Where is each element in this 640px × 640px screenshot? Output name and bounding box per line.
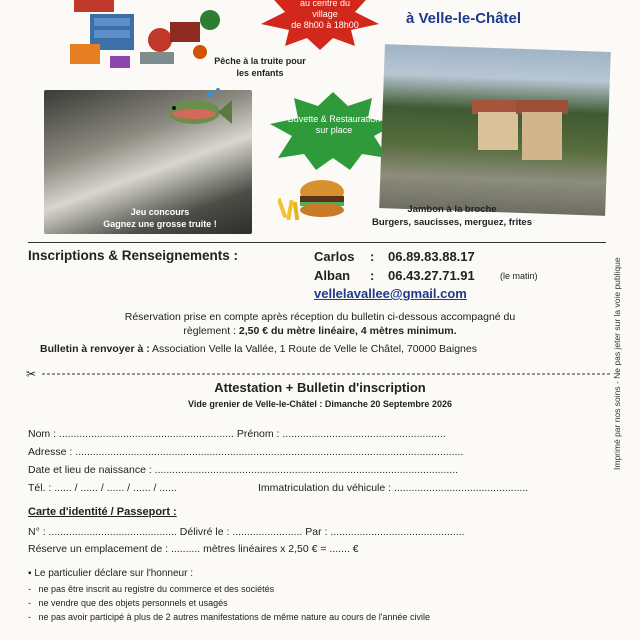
scissors-icon	[26, 368, 610, 380]
concours-caption: Jeu concours Gagnez une grosse truite !	[103, 207, 217, 229]
numero-field[interactable]: N° : ............................................ Délivré le : ........................ Par : ..............................................	[28, 526, 465, 538]
divider	[28, 242, 606, 243]
email-link[interactable]: vellelavallee@gmail.com	[314, 286, 467, 301]
vertical-note: Imprimé par nos soins - Ne pas jeter sur la voie publique	[612, 257, 622, 470]
contact-row	[314, 249, 354, 264]
red-star-text: au centre du village de 8h00 à 18h00	[291, 0, 359, 30]
declaration-heading: ▪ Le particulier déclare sur l'honneur :	[28, 568, 193, 579]
contact-phone[interactable]: 06.89.83.88.17	[388, 249, 475, 264]
bulletin-address: Bulletin à renvoyer à : Association Velle la Vallée, 1 Route de Velle le Châtel, 70000 Baignes	[40, 343, 477, 355]
immatriculation-field[interactable]: Immatriculation du véhicule : ..............................................	[258, 482, 529, 494]
house	[522, 112, 562, 160]
buvette-text: Buvette & Restauration sur place	[287, 114, 381, 135]
reservation-text: Réservation prise en compte après réception du bulletin ci-dessous accompagné du règlement : 2,50 € du mètre linéaire, 4 mètres minimum.	[124, 311, 516, 337]
declaration-item: - ne vendre que des objets personnels et usagés	[28, 598, 228, 608]
peche-caption: Pêche à la truite pour les enfants	[214, 56, 306, 78]
flyer-title: à Velle-le-Châtel	[406, 10, 522, 27]
contact-sep: :	[370, 268, 375, 283]
contact-note: (le matin)	[500, 271, 538, 281]
nom-field[interactable]: Nom : ............................................................ Prénom : ........................................................	[28, 428, 446, 440]
carte-heading: Carte d'identité / Passeport :	[28, 506, 177, 518]
contact-phone[interactable]: 06.43.27.71.91	[388, 268, 475, 283]
naissance-field[interactable]: Date et lieu de naissance : ........................................................................................................	[28, 464, 459, 476]
trout-icon	[160, 86, 232, 136]
adresse-field[interactable]: Adresse : .....................................................................................................................................	[28, 446, 464, 458]
declaration-item: - ne pas être inscrit au registre du commerce et des sociétés	[28, 584, 275, 594]
contact-name: Carlos	[314, 249, 355, 264]
reserve-field[interactable]: Réserve un emplacement de : .......... mètres linéaires x 2,50 € = ....... €	[28, 543, 359, 555]
burger-icon	[278, 176, 350, 222]
svg-text:✂: ✂	[26, 368, 37, 380]
inscriptions-title: Inscriptions & Renseignements :	[28, 248, 239, 263]
form-title: Attestation + Bulletin d'inscription	[214, 380, 426, 395]
contact-name: Alban	[314, 268, 351, 283]
brocante-illustration	[60, 0, 235, 72]
tel-field[interactable]: Tél. : ...... / ...... / ...... / ...... / ......	[28, 482, 177, 494]
restauration-caption: Jambon à la broche Burgers, saucisses, merguez, frites	[372, 204, 532, 228]
house	[478, 112, 518, 150]
contact-row	[314, 268, 350, 283]
form-subtitle: Vide grenier de Velle-le-Châtel : Dimanche 20 Septembre 2026	[188, 399, 452, 409]
declaration-item: - ne pas avoir participé à plus de 2 autres manifestations de même nature au cours de l'année civile	[28, 612, 430, 622]
contact-sep: :	[370, 249, 375, 264]
